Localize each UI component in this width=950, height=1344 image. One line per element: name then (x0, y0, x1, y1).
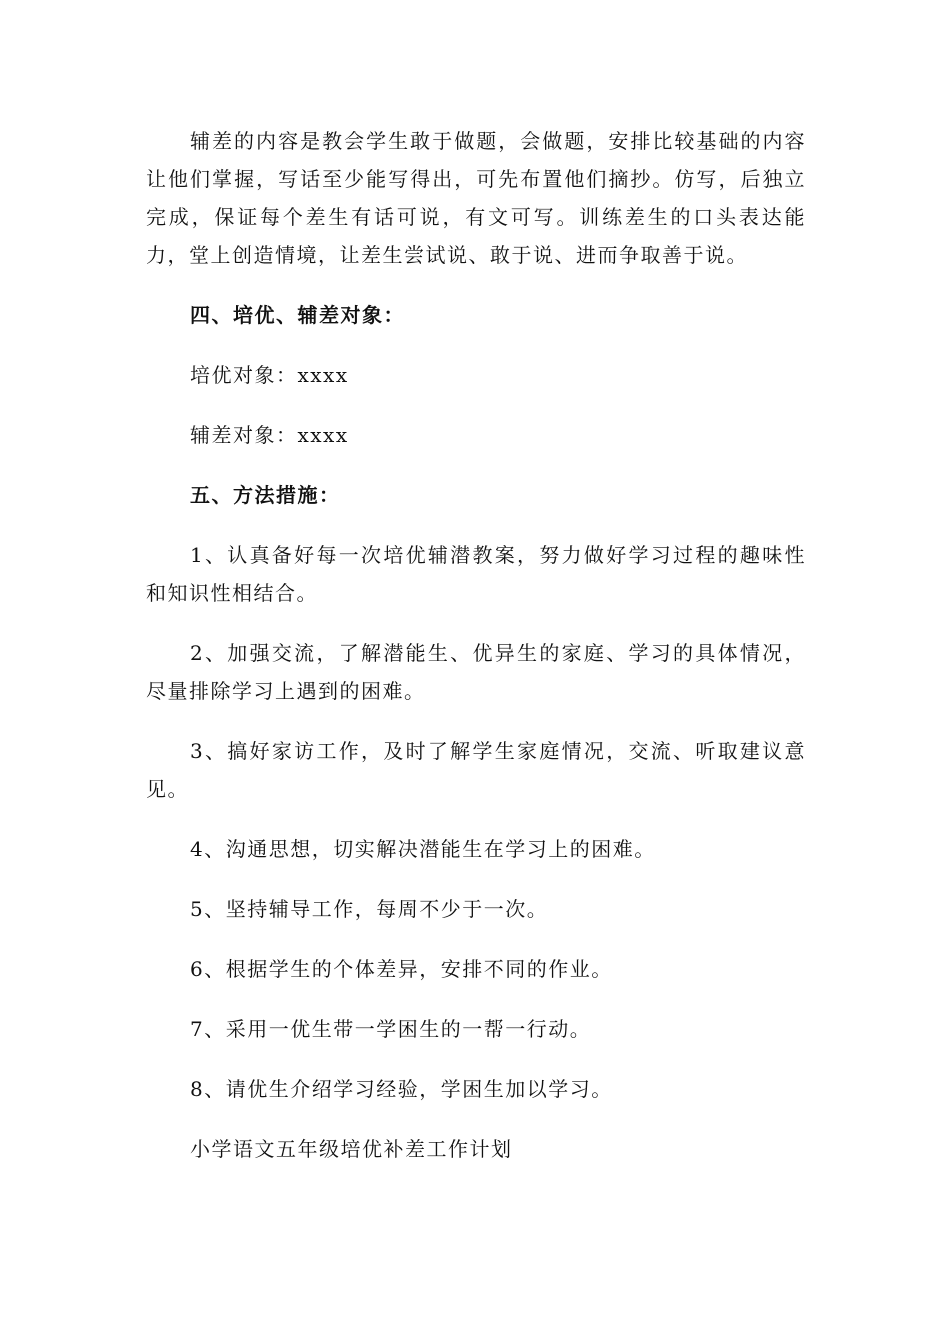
measure-item-6: 6、根据学生的个体差异，安排不同的作业。 (190, 957, 613, 981)
measure-item-7: 7、采用一优生带一学困生的一帮一行动。 (190, 1017, 592, 1041)
measure-item-2: 2、加强交流，了解潜能生、优异生的家庭、学习的具体情况，尽量排除学习上遇到的困难。 (146, 641, 806, 703)
remedial-targets-line: 辅差对象：xxxx (190, 423, 349, 447)
closing-title: 小学语文五年级培优补差工作计划 (190, 1137, 513, 1161)
intro-paragraph: 辅差的内容是教会学生敢于做题，会做题，安排比较基础的内容让他们掌握，写话至少能写得出，可先布置他们摘抄。仿写，后独立完成，保证每个差生有话可说，有文可写。训练差生的口头表达能力，堂上创造情境，让差生尝试说、敢于说、进而争取善于说。 (146, 129, 806, 267)
measure-item-4: 4、沟通思想，切实解决潜能生在学习上的困难。 (190, 837, 656, 861)
section-4-heading: 四、培优、辅差对象： (190, 303, 405, 327)
measure-item-8: 8、请优生介绍学习经验，学困生加以学习。 (190, 1077, 613, 1101)
section-5-heading: 五、方法措施： (190, 483, 341, 507)
measure-item-1: 1、认真备好每一次培优辅潜教案，努力做好学习过程的趣味性和知识性相结合。 (146, 543, 806, 605)
measure-item-5: 5、坚持辅导工作，每周不少于一次。 (190, 897, 549, 921)
document-body (146, 122, 806, 1190)
excellent-targets-line: 培优对象：xxxx (190, 363, 349, 387)
measure-item-3: 3、搞好家访工作，及时了解学生家庭情况，交流、听取建议意见。 (146, 739, 806, 801)
